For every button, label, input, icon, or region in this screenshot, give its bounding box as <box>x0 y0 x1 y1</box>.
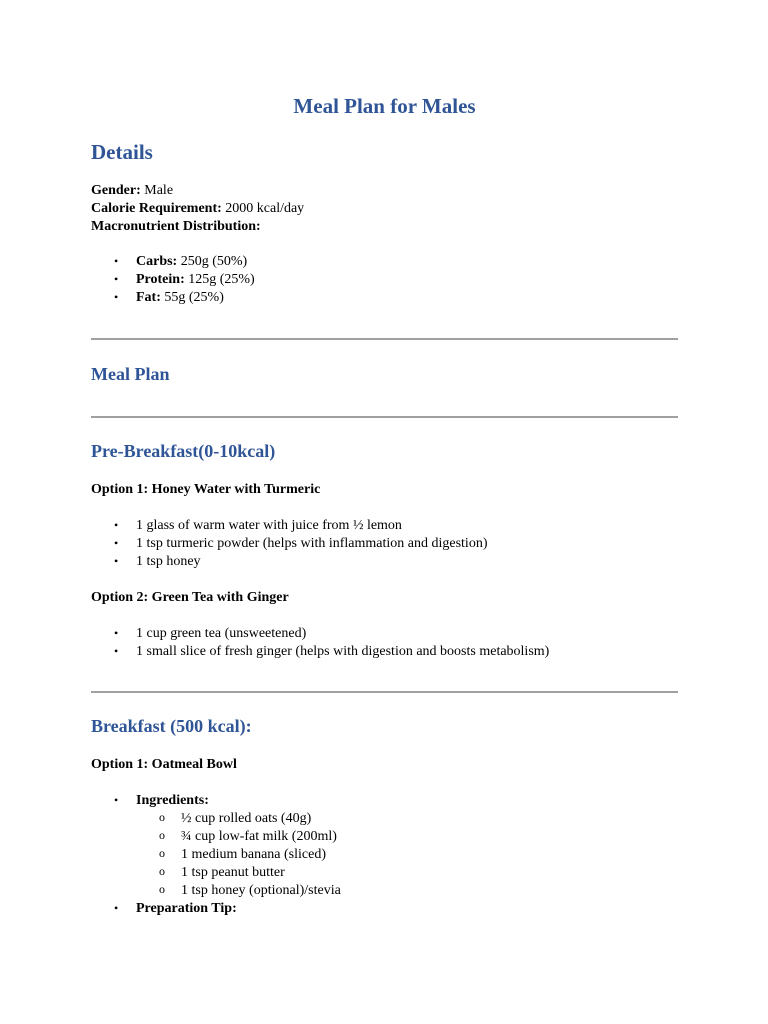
list-item: • 1 cup green tea (unsweetened) <box>114 626 307 641</box>
bullet-icon: • <box>114 901 119 915</box>
bullet-icon: • <box>114 254 119 268</box>
pre-breakfast-option1-title: Option 1: Honey Water with Turmeric <box>91 482 321 497</box>
preparation-tip-label: Preparation Tip: <box>136 901 237 916</box>
circle-bullet-icon: o <box>159 828 165 842</box>
breakfast-heading: Breakfast (500 kcal): <box>91 716 252 736</box>
bullet-icon: • <box>114 272 119 286</box>
macro-label: Macronutrient Distribution: <box>91 219 261 234</box>
calorie-line <box>91 201 304 217</box>
list-item: • Fat: 55g (25%) <box>114 290 224 305</box>
list-item: o 1 tsp peanut butter <box>159 864 285 880</box>
horizontal-rule <box>91 338 678 340</box>
gender-line <box>91 183 173 199</box>
circle-bullet-icon: o <box>159 846 165 860</box>
circle-bullet-icon: o <box>159 882 165 896</box>
list-item: • 1 small slice of fresh ginger (helps with digestion and boosts metabolism) <box>114 644 550 659</box>
bullet-icon: • <box>114 644 119 658</box>
bullet-icon: • <box>114 626 119 640</box>
details-heading: Details <box>91 140 153 164</box>
breakfast-option1-title: Option 1: Oatmeal Bowl <box>91 757 237 772</box>
list-item <box>114 793 209 809</box>
circle-bullet-icon: o <box>159 810 165 824</box>
ingredients-label: Ingredients: <box>136 793 209 808</box>
bullet-icon: • <box>114 554 119 568</box>
list-item: • 1 tsp turmeric powder (helps with inflammation and digestion) <box>114 536 488 551</box>
list-item: o ¾ cup low-fat milk (200ml) <box>159 828 337 844</box>
horizontal-rule <box>91 416 678 418</box>
list-item <box>114 901 237 917</box>
gender-value: Male <box>144 183 174 198</box>
calorie-value: 2000 kcal/day <box>225 201 305 216</box>
pre-breakfast-option2-title: Option 2: Green Tea with Ginger <box>91 590 289 605</box>
pre-breakfast-heading: Pre-Breakfast(0-10kcal) <box>91 441 276 461</box>
bullet-icon: • <box>114 536 119 550</box>
list-item: o 1 tsp honey (optional)/stevia <box>159 882 341 898</box>
list-item: • 1 glass of warm water with juice from ½ lemon <box>114 518 402 533</box>
horizontal-rule <box>91 691 678 693</box>
list-item: o ½ cup rolled oats (40g) <box>159 810 312 826</box>
list-item: • 1 tsp honey <box>114 554 201 569</box>
meal-plan-heading: Meal Plan <box>91 364 170 384</box>
page-title: Meal Plan for Males <box>293 94 476 118</box>
bullet-icon: • <box>114 793 119 807</box>
list-item: • Protein: 125g (25%) <box>114 272 255 287</box>
bullet-icon: • <box>114 518 119 532</box>
list-item: o 1 medium banana (sliced) <box>159 846 327 862</box>
list-item: • Carbs: 250g (50%) <box>114 254 248 269</box>
calorie-label: Calorie Requirement: <box>91 201 222 216</box>
gender-label: Gender: <box>91 183 141 198</box>
circle-bullet-icon: o <box>159 864 165 878</box>
bullet-icon: • <box>114 290 119 304</box>
